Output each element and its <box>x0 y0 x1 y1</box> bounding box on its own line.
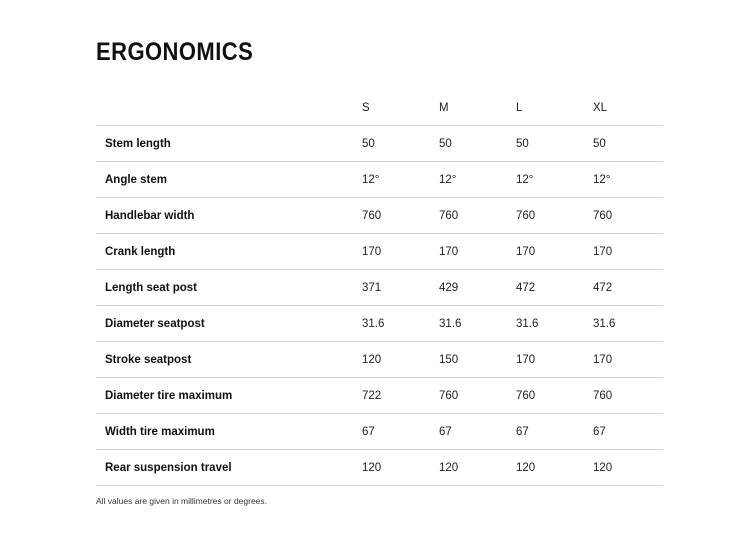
cell-value-m: 120 <box>439 450 516 486</box>
cell-value-l: 170 <box>516 234 593 270</box>
row-label: Angle stem <box>96 162 362 198</box>
table-row <box>96 198 663 234</box>
cell-value-l: 472 <box>516 270 593 306</box>
cell-value-xl: 31.6 <box>593 306 663 342</box>
header-row <box>96 90 663 126</box>
table-row <box>96 450 663 486</box>
row-label: Stem length <box>96 126 362 162</box>
cell-value-l: 50 <box>516 126 593 162</box>
row-label: Diameter seatpost <box>96 306 362 342</box>
column-header-s: S <box>362 90 439 126</box>
row-label: Length seat post <box>96 270 362 306</box>
table-row <box>96 126 663 162</box>
table-row <box>96 414 663 450</box>
column-header-m: M <box>439 90 516 126</box>
cell-value-s: 760 <box>362 198 439 234</box>
cell-value-xl: 170 <box>593 234 663 270</box>
footnote: All values are given in millimetres or degrees. <box>96 496 268 506</box>
page-title: ERGONOMICS <box>96 38 254 66</box>
row-label: Handlebar width <box>96 198 362 234</box>
cell-value-l: 120 <box>516 450 593 486</box>
cell-value-xl: 120 <box>593 450 663 486</box>
table-body <box>96 126 663 486</box>
cell-value-xl: 12° <box>593 162 663 198</box>
cell-value-xl: 760 <box>593 198 663 234</box>
table-header <box>96 90 663 126</box>
table-row <box>96 162 663 198</box>
cell-value-m: 50 <box>439 126 516 162</box>
table-row <box>96 306 663 342</box>
cell-value-m: 170 <box>439 234 516 270</box>
cell-value-l: 12° <box>516 162 593 198</box>
column-header-xl: XL <box>593 90 663 126</box>
table-row <box>96 234 663 270</box>
row-label: Stroke seatpost <box>96 342 362 378</box>
cell-value-l: 170 <box>516 342 593 378</box>
cell-value-m: 31.6 <box>439 306 516 342</box>
row-label: Width tire maximum <box>96 414 362 450</box>
cell-value-s: 120 <box>362 342 439 378</box>
cell-value-s: 67 <box>362 414 439 450</box>
cell-value-xl: 170 <box>593 342 663 378</box>
table-row <box>96 270 663 306</box>
cell-value-m: 150 <box>439 342 516 378</box>
cell-value-l: 760 <box>516 378 593 414</box>
cell-value-s: 31.6 <box>362 306 439 342</box>
cell-value-m: 760 <box>439 378 516 414</box>
table-row <box>96 378 663 414</box>
cell-value-s: 722 <box>362 378 439 414</box>
cell-value-m: 67 <box>439 414 516 450</box>
row-label: Rear suspension travel <box>96 450 362 486</box>
row-label: Diameter tire maximum <box>96 378 362 414</box>
cell-value-xl: 50 <box>593 126 663 162</box>
column-header-l: L <box>516 90 593 126</box>
cell-value-xl: 760 <box>593 378 663 414</box>
ergonomics-table <box>96 90 663 486</box>
table-row <box>96 342 663 378</box>
cell-value-xl: 472 <box>593 270 663 306</box>
cell-value-xl: 67 <box>593 414 663 450</box>
cell-value-s: 371 <box>362 270 439 306</box>
cell-value-s: 50 <box>362 126 439 162</box>
cell-value-l: 760 <box>516 198 593 234</box>
header-corner-cell <box>96 90 362 126</box>
cell-value-m: 12° <box>439 162 516 198</box>
cell-value-s: 120 <box>362 450 439 486</box>
cell-value-l: 31.6 <box>516 306 593 342</box>
cell-value-s: 170 <box>362 234 439 270</box>
cell-value-m: 760 <box>439 198 516 234</box>
cell-value-m: 429 <box>439 270 516 306</box>
row-label: Crank length <box>96 234 362 270</box>
cell-value-s: 12° <box>362 162 439 198</box>
cell-value-l: 67 <box>516 414 593 450</box>
